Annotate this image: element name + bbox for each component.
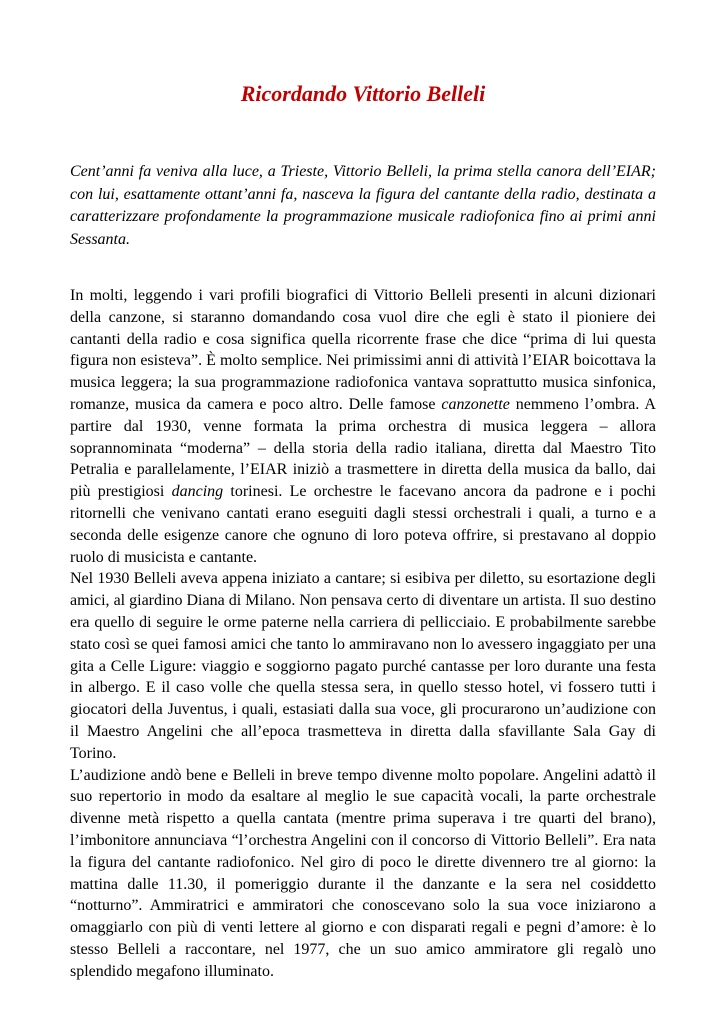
paragraph-1-text-c: torinesi. Le orchestre le facevano ancora da padrone e i pochi ritornelli che venivano cantati erano eseguiti dagli stessi orchestrali i quali, a turno e a seconda delle esigenze canore che ognuno di loro poteva offrire, si prestavano al doppio ruolo di musicista e cantante. (70, 483, 657, 566)
document-body (70, 285, 656, 983)
body-paragraph-2: Nel 1930 Belleli aveva appena iniziato a cantare; si esibiva per diletto, su esortazione degli amici, al giardino Diana di Milano. Non pensava certo di diventare un artista. Il suo destino era quello di seguire le orme paterne nella carriera di pellicciaio. E probabilmente sarebbe stato così se quei famosi amici che tanto lo ammiravano non lo avessero ingaggiato per una gita a Celle Ligure: viaggio e soggiorno pagato purché cantasse per loro durante una festa in albergo. E il caso volle che quella stessa sera, in quello stesso hotel, vi fossero tutti i giocatori della Juventus, i quali, estasiati dalla sua voce, gli procurarono un’audizione con il Maestro Angelini che all’epoca trasmetteva in diretta dalla sfavillante Sala Gay di Torino. (70, 570, 656, 762)
paragraph-1-text-b: nemmeno l’ombra. A partire dal 1930, venne formata la prima orchestra di musica leggera – allora soprannominata “moderna” – della storia della radio italiana, diretta dal Maestro Tito Petralia e parallelamente, l’EIAR iniziò a trasmettere in diretta della musica da ballo, dai più prestigiosi (70, 395, 656, 501)
emphasis-dancing: dancing (171, 483, 224, 501)
document-title: Ricordando Vittorio Belleli (240, 81, 486, 106)
emphasis-canzonette: canzonette (441, 395, 510, 413)
body-paragraph-1 (70, 285, 656, 568)
document-page (70, 80, 656, 983)
intro-paragraph: Cent’anni fa veniva alla luce, a Trieste, Vittorio Belleli, la prima stella canora dell’EIAR; con lui, esattamente ottant’anni fa, nasceva la figura del cantante della radio, destinata a caratterizzare profondamente la programmazione musicale radiofonica fino ai primi anni Sessanta. (70, 163, 656, 248)
body-paragraph-3: L’audizione andò bene e Belleli in breve tempo divenne molto popolare. Angelini adattò il suo repertorio in modo da esaltare al meglio le sue capacità vocali, la parte orchestrale divenne metà rispetto a quella cantata (mentre prima superava i tre quarti del brano), l’imbonitore annunciava “l’orchestra Angelini con il concorso di Vittorio Belleli”. Era nata la figura del cantante radiofonico. Nel giro di poco le dirette divennero tre al giorno: la mattina dalle 11.30, il pomeriggio durante il the danzante e la sera nel cosiddetto “notturno”. Ammiratrici e ammiratori che conoscevano solo la sua voce iniziarono a omaggiarlo con più di venti lettere al giorno e con disparati regali e pegni d’amore: è lo stesso Belleli a raccontare, nel 1977, che un suo amico ammiratore gli regalò uno splendido megafono illuminato. (70, 766, 656, 980)
paragraph-1-text-a: In molti, leggendo i vari profili biografici di Vittorio Belleli presenti in alcuni dizionari della canzone, si staranno domandando cosa vuol dire che egli è stato il pioniere dei cantanti della radio e cosa significa quella ricorrente frase che dice “prima di lui questa figura non esisteva”. È molto semplice. Nei primissimi anni di attività l’EIAR boicottava la musica leggera; la sua programmazione radiofonica vantava soprattutto musica sinfonica, romanze, musica da camera e poco altro. Delle famose (70, 287, 656, 413)
